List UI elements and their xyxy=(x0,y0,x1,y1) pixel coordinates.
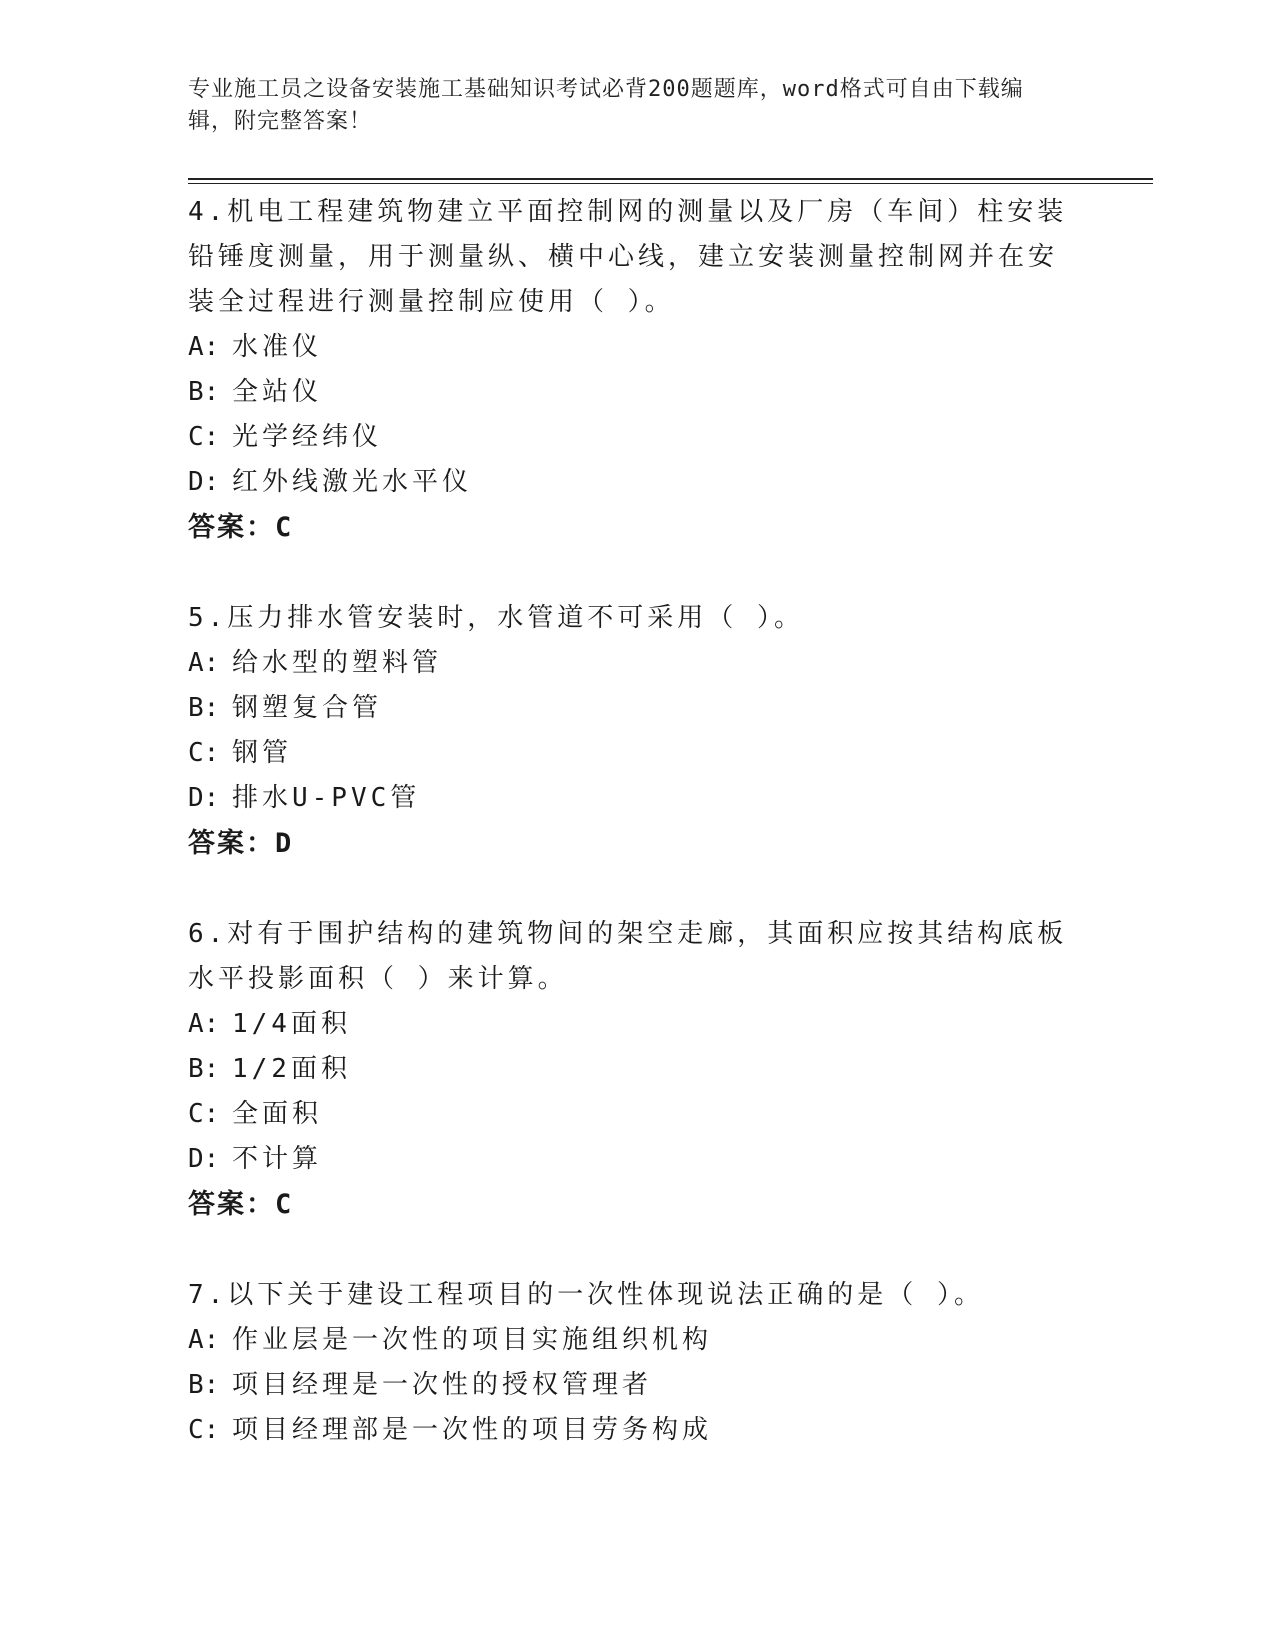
option-text: 全面积 xyxy=(232,1099,323,1129)
option-letter: B: xyxy=(188,693,220,723)
question-7 xyxy=(188,1273,1068,1453)
question-4 xyxy=(188,190,1068,551)
question-6 xyxy=(188,912,1068,1228)
question-text: 4.机电工程建筑物建立平面控制网的测量以及厂房（车间）柱安装铅锤度测量，用于测量纵、横中心线，建立安装测量控制网并在安装全过程进行测量控制应使用（ ）。 xyxy=(188,197,1068,317)
header-divider-thin xyxy=(188,183,1153,184)
option-text: 钢管 xyxy=(232,738,293,768)
option-letter: D: xyxy=(188,467,220,497)
option-letter: A: xyxy=(188,332,220,362)
option-text: 1/2面积 xyxy=(232,1054,351,1084)
question-text: 5.压力排水管安装时，水管道不可采用（ ）。 xyxy=(188,603,804,633)
option-text: 作业层是一次性的项目实施组织机构 xyxy=(232,1325,713,1355)
option-letter: B: xyxy=(188,377,220,407)
option-d xyxy=(188,460,1068,505)
option-a xyxy=(188,641,1068,686)
option-b xyxy=(188,1047,1068,1092)
option-a xyxy=(188,1318,1068,1363)
answer-line: 答案：C xyxy=(188,1189,294,1220)
question-text: 7.以下关于建设工程项目的一次性体现说法正确的是（ ）。 xyxy=(188,1280,984,1310)
option-b xyxy=(188,686,1068,731)
spacer xyxy=(188,1228,1068,1273)
option-text: 排水U-PVC管 xyxy=(232,783,421,813)
option-text: 红外线激光水平仪 xyxy=(232,467,473,497)
option-text: 不计算 xyxy=(232,1144,323,1174)
option-letter: C: xyxy=(188,1099,220,1129)
option-text: 水准仪 xyxy=(232,332,323,362)
option-letter: C: xyxy=(188,422,220,452)
header-divider-thick xyxy=(188,178,1153,180)
option-a xyxy=(188,325,1068,370)
option-c xyxy=(188,1092,1068,1137)
option-c xyxy=(188,731,1068,776)
question-5 xyxy=(188,596,1068,867)
option-c xyxy=(188,1408,1068,1453)
document-title: 专业施工员之设备安装施工基础知识考试必背200题题库，word格式可自由下载编辑，附完整答案！ xyxy=(188,77,1024,134)
option-letter: D: xyxy=(188,1144,220,1174)
option-letter: C: xyxy=(188,738,220,768)
option-a xyxy=(188,1002,1068,1047)
option-letter: D: xyxy=(188,783,220,813)
option-text: 项目经理是一次性的授权管理者 xyxy=(232,1370,653,1400)
option-letter: A: xyxy=(188,648,220,678)
option-letter: C: xyxy=(188,1415,220,1445)
option-b xyxy=(188,1363,1068,1408)
option-text: 钢塑复合管 xyxy=(232,693,383,723)
option-text: 给水型的塑料管 xyxy=(232,648,443,678)
question-text: 6.对有于围护结构的建筑物间的架空走廊，其面积应按其结构底板水平投影面积（ ）来计算。 xyxy=(188,919,1068,994)
option-text: 光学经纬仪 xyxy=(232,422,383,452)
option-letter: B: xyxy=(188,1054,220,1084)
option-letter: A: xyxy=(188,1325,220,1355)
option-b xyxy=(188,370,1068,415)
option-text: 全站仪 xyxy=(232,377,323,407)
option-letter: A: xyxy=(188,1009,220,1039)
spacer xyxy=(188,867,1068,912)
answer-line: 答案：C xyxy=(188,512,294,543)
option-text: 项目经理部是一次性的项目劳务构成 xyxy=(232,1415,713,1445)
option-text: 1/4面积 xyxy=(232,1009,351,1039)
answer-line: 答案：D xyxy=(188,828,294,859)
option-c xyxy=(188,415,1068,460)
option-letter: B: xyxy=(188,1370,220,1400)
spacer xyxy=(188,551,1068,596)
option-d xyxy=(188,1137,1068,1182)
question-list xyxy=(188,190,1068,1453)
option-d xyxy=(188,776,1068,821)
